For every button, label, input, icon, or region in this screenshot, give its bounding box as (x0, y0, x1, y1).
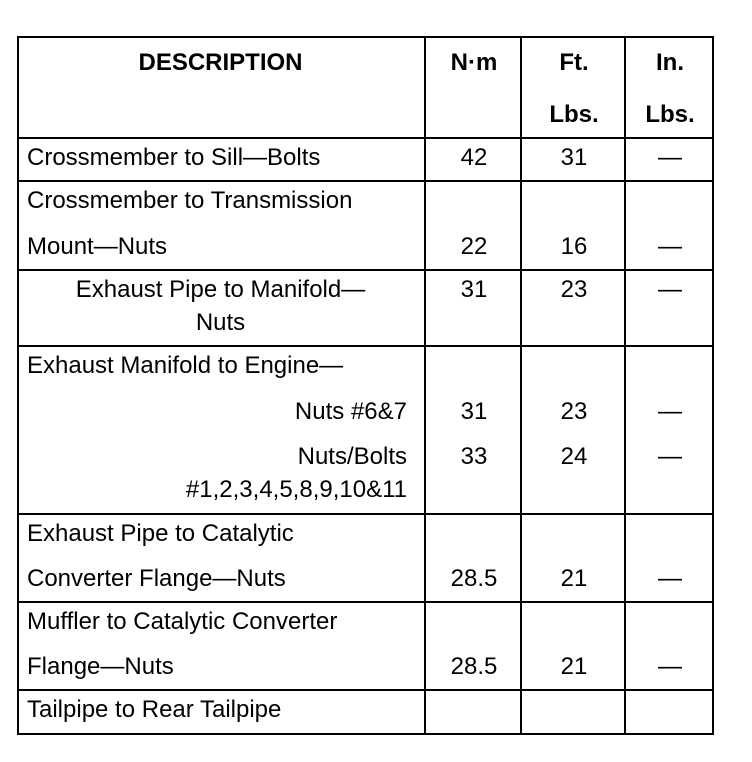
row-nm-value: 28.5 (450, 565, 498, 592)
row-in-value: — (658, 653, 682, 680)
row-in-value: — (658, 233, 682, 260)
row-ft-value: 21 (560, 653, 588, 680)
row-description: Tailpipe to Rear Tailpipe (27, 696, 282, 723)
column-divider (624, 36, 626, 735)
row-in-value: — (658, 565, 682, 592)
header-in-line1: In. (656, 49, 684, 76)
row-divider (17, 137, 714, 139)
subrow-nm-value: 31 (460, 398, 488, 425)
row-nm-value: 31 (460, 276, 488, 303)
row-ft-value: 16 (560, 233, 588, 260)
row-in-value: — (658, 276, 682, 303)
header-ft-line1: Ft. (559, 49, 589, 76)
row-description-line1: Exhaust Pipe to Manifold— (75, 276, 366, 303)
row-nm-value: 22 (460, 233, 488, 260)
row-description-line1: Exhaust Pipe to Catalytic (27, 520, 294, 547)
subrow-label-line2: #1,2,3,4,5,8,9,10&11 (185, 476, 407, 503)
row-divider (17, 689, 714, 691)
row-nm-value: 28.5 (450, 653, 498, 680)
subrow-in-value: — (658, 398, 682, 425)
row-nm-value: 42 (460, 144, 488, 171)
row-ft-value: 23 (560, 276, 588, 303)
subrow-label-line1: Nuts/Bolts (297, 443, 407, 470)
row-divider (17, 345, 714, 347)
subrow-nm-value: 33 (460, 443, 488, 470)
row-in-value: — (658, 144, 682, 171)
row-description-line2: Flange—Nuts (27, 653, 174, 680)
row-divider (17, 513, 714, 515)
row-divider (17, 180, 714, 182)
subrow-ft-value: 24 (560, 443, 588, 470)
column-divider (520, 36, 522, 735)
header-in-line2: Lbs. (645, 101, 695, 128)
header-ft-line2: Lbs. (549, 101, 599, 128)
row-divider (17, 269, 714, 271)
header-description: DESCRIPTION (138, 49, 303, 76)
row-description-line2: Converter Flange—Nuts (27, 565, 286, 592)
header-nm: N·m (450, 49, 498, 76)
row-description: Exhaust Manifold to Engine— (27, 352, 344, 379)
subrow-label: Nuts #6&7 (294, 398, 407, 425)
row-description-line2: Mount—Nuts (27, 233, 168, 260)
subrow-ft-value: 23 (560, 398, 588, 425)
column-divider (424, 36, 426, 735)
row-description: Crossmember to Sill—Bolts (27, 144, 321, 171)
row-description-line1: Crossmember to Transmission (27, 187, 353, 214)
row-description-line1: Muffler to Catalytic Converter (27, 608, 338, 635)
row-ft-value: 21 (560, 565, 588, 592)
row-divider (17, 601, 714, 603)
subrow-in-value: — (658, 443, 682, 470)
row-ft-value: 31 (560, 144, 588, 171)
torque-specification-table (17, 36, 714, 735)
row-description-line2: Nuts (195, 309, 246, 336)
